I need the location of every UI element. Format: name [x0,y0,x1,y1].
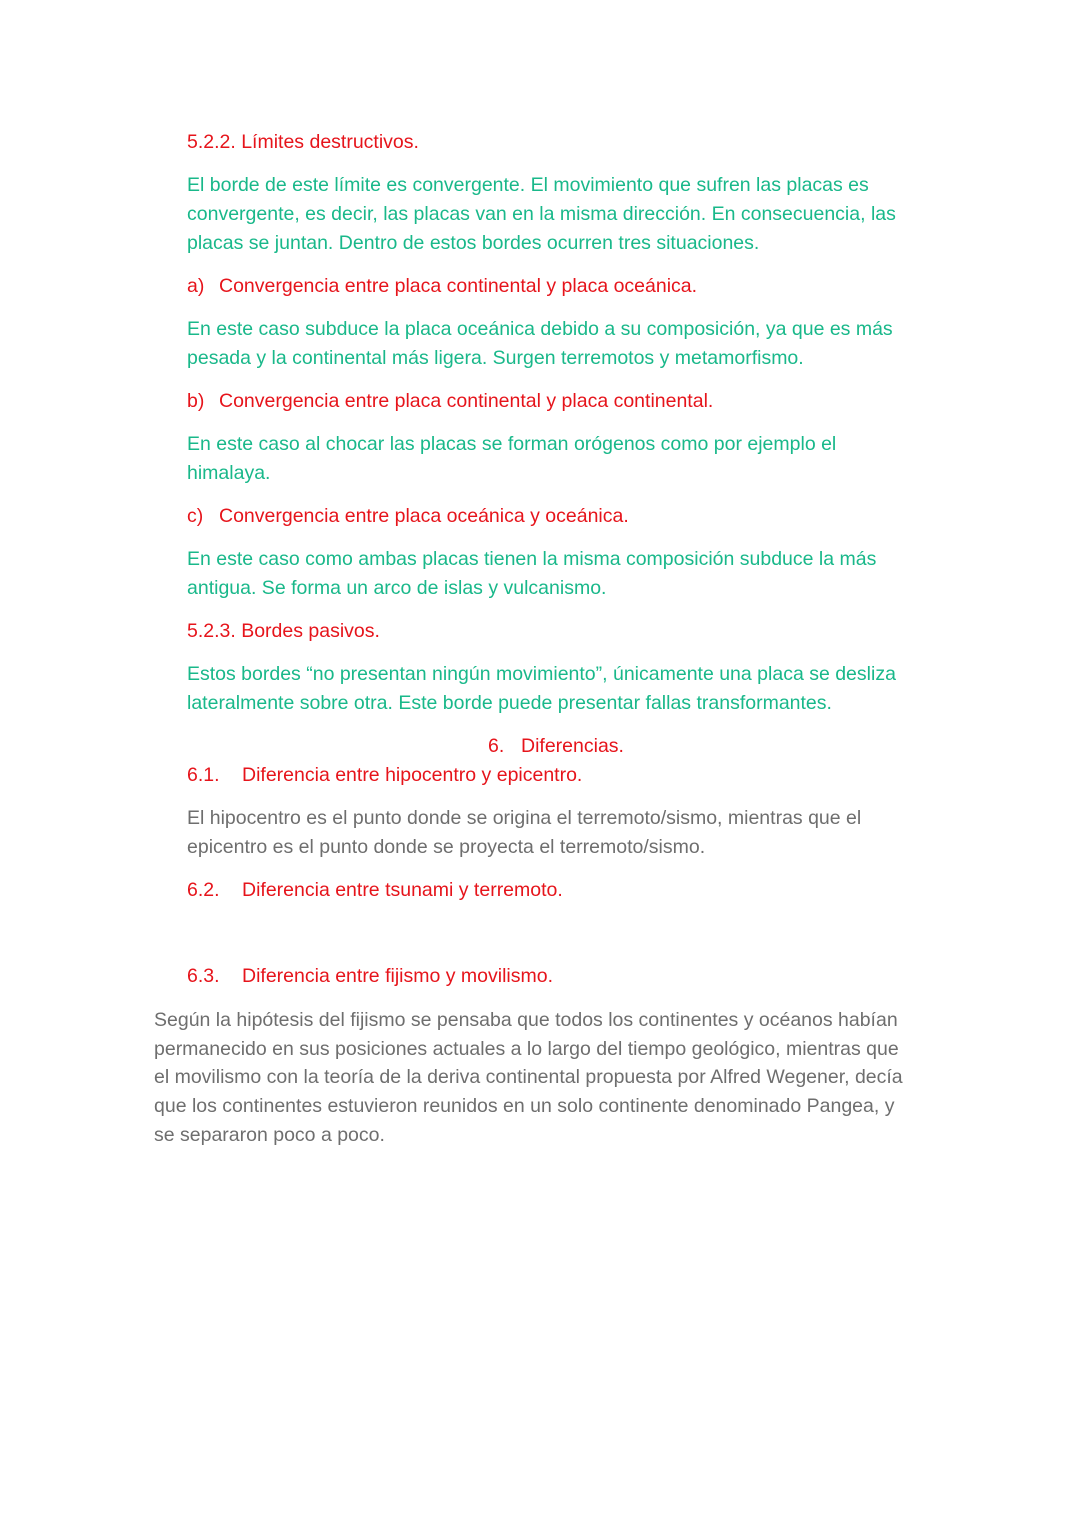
list-item-b [187,387,713,416]
text-line: epicentro es el punto donde se proyecta el terremoto/sismo. [187,836,706,858]
text-line: convergente, es decir, las placas van en la misma dirección. En consecuencia, las [187,203,896,225]
text-line: pesada y la continental más ligera. Surgen terremotos y metamorfismo. [187,347,804,369]
text-line: el movilismo con la teoría de la deriva continental propuesta por Alfred Wegener, decía [154,1066,903,1088]
list-marker: c) [187,505,204,527]
text-line: que los continentes estuvieron reunidos en un solo continente denominado Pangea, y [154,1095,895,1117]
subsection-heading-6-3 [187,962,553,991]
subsection-number: 6.2. [187,879,220,901]
text-line: Estos bordes “no presentan ningún movimiento”, únicamente una placa se desliza [187,663,896,685]
list-item-a [187,272,697,301]
text-line: En este caso al chocar las placas se forman orógenos como por ejemplo el [187,433,837,455]
list-marker: b) [187,390,205,412]
subsection-heading-6-2 [187,876,563,905]
text-line: El hipocentro es el punto donde se origina el terremoto/sismo, mientras que el [187,807,862,829]
subsection-number: 6.1. [187,764,220,786]
subsection-title: Diferencia entre tsunami y terremoto. [242,879,563,901]
subsection-title: Diferencia entre hipocentro y epicentro. [242,764,583,786]
list-marker: a) [187,275,205,297]
section-title: Diferencias. [521,735,624,757]
text-line: En este caso como ambas placas tienen la misma composición subduce la más [187,548,877,570]
text-line: En este caso subduce la placa oceánica debido a su composición, ya que es más [187,318,893,340]
section-number: 6. [488,735,505,757]
list-item-title: Convergencia entre placa oceánica y oceánica. [219,505,629,527]
subsection-title: Diferencia entre fijismo y movilismo. [242,965,554,987]
text-line: permanecido en sus posiciones actuales a lo largo del tiempo geológico, mientras que [154,1038,899,1060]
section-heading-6 [488,732,624,761]
text-line: El borde de este límite es convergente. El movimiento que sufren las placas es [187,174,869,196]
list-item-title: Convergencia entre placa continental y placa oceánica. [219,275,698,297]
text-line: antigua. Se forma un arco de islas y vulcanismo. [187,577,607,599]
text-line: se separaron poco a poco. [154,1124,385,1146]
section-heading-5-2-2: 5.2.2. Límites destructivos. [187,131,419,153]
list-item-c [187,502,629,531]
text-line: himalaya. [187,462,271,484]
subsection-heading-6-1 [187,761,582,790]
subsection-number: 6.3. [187,965,220,987]
list-item-title: Convergencia entre placa continental y placa continental. [219,390,714,412]
text-line: lateralmente sobre otra. Este borde puede presentar fallas transformantes. [187,692,832,714]
text-line: placas se juntan. Dentro de estos bordes ocurren tres situaciones. [187,232,760,254]
section-heading-5-2-3: 5.2.3. Bordes pasivos. [187,620,380,642]
text-line: Según la hipótesis del fijismo se pensaba que todos los continentes y océanos habían [154,1009,898,1031]
